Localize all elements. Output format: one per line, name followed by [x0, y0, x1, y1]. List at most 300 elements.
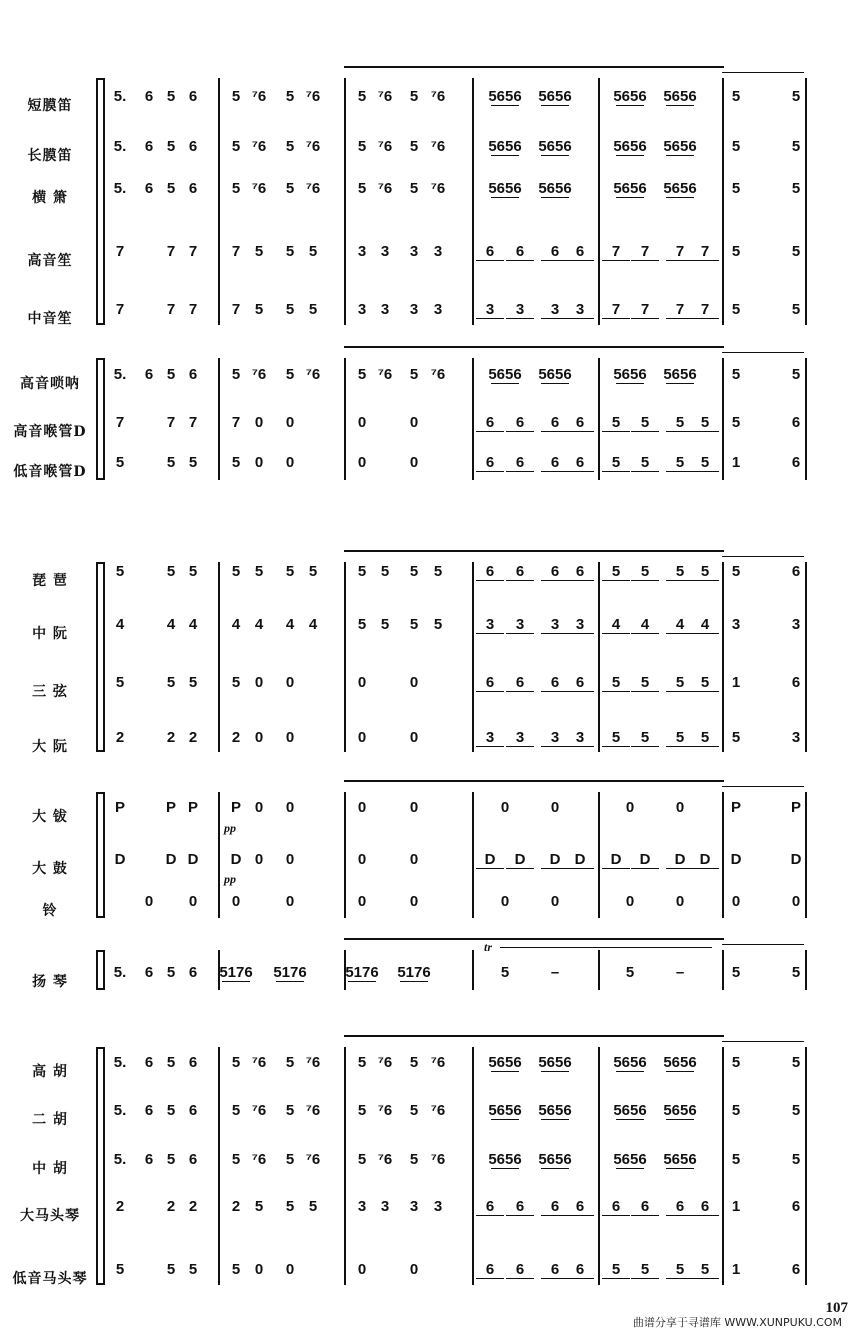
note: 3: [409, 301, 419, 318]
beam-underline: [616, 1168, 644, 1169]
note: 5176: [397, 964, 431, 981]
note: 7: [166, 414, 176, 431]
beam-underline: [666, 431, 694, 432]
beam-underline: [666, 1215, 694, 1216]
note: 3: [433, 243, 443, 260]
beam-underline: [666, 691, 694, 692]
beam-underline: [566, 260, 594, 261]
instrument-label: 中 胡: [32, 1161, 68, 1177]
beam-underline: [276, 981, 304, 982]
note: 6: [550, 1261, 560, 1278]
beam-underline: [666, 471, 694, 472]
note: 5: [791, 1151, 801, 1168]
note: 5: [731, 1102, 741, 1119]
beam-underline: [616, 155, 644, 156]
beam-underline: [476, 691, 504, 692]
beam-underline: [616, 197, 644, 198]
note: 6: [550, 563, 560, 580]
note: 7: [166, 243, 176, 260]
note: 0: [285, 454, 295, 471]
note: 5: [285, 1054, 295, 1071]
note: 5: [357, 616, 367, 633]
note: 5656: [488, 1102, 522, 1119]
note: 0: [409, 454, 419, 471]
note: 4: [611, 616, 621, 633]
instrument-label: 高音唢呐: [20, 376, 80, 392]
beam-underline: [476, 746, 504, 747]
beam-underline: [541, 197, 569, 198]
barline: [344, 792, 346, 918]
note: D: [230, 851, 242, 868]
barline: [472, 562, 474, 752]
beam-underline: [506, 580, 534, 581]
note: –: [550, 964, 560, 981]
beam-underline: [541, 633, 569, 634]
note: 2: [166, 729, 176, 746]
note: 4: [285, 616, 295, 633]
note: 6: [515, 454, 525, 471]
note: 3: [485, 616, 495, 633]
barline: [805, 792, 807, 918]
beam-underline: [566, 868, 594, 869]
note: P: [165, 799, 177, 816]
note: 5: [409, 366, 419, 383]
note: 5656: [538, 1102, 572, 1119]
note: P: [790, 799, 802, 816]
note: ⁷6: [377, 88, 393, 105]
note: 5: [731, 88, 741, 105]
barline: [598, 358, 600, 480]
note: ⁷6: [377, 1054, 393, 1071]
note: 4: [188, 616, 198, 633]
beam-underline: [691, 746, 719, 747]
bracket-line: [96, 358, 98, 480]
barline: [805, 1047, 807, 1285]
note: 5: [611, 1261, 621, 1278]
note: 6: [485, 414, 495, 431]
note: 6: [791, 563, 801, 580]
note: 5: [731, 563, 741, 580]
note: 3: [575, 301, 585, 318]
note: 5656: [663, 180, 697, 197]
note: 4: [115, 616, 125, 633]
note: 2: [188, 729, 198, 746]
beam-underline: [541, 1278, 569, 1279]
note: 5656: [613, 180, 647, 197]
note: 5: [409, 138, 419, 155]
note: 5: [254, 563, 264, 580]
note: D: [730, 851, 742, 868]
note: 6: [640, 1198, 650, 1215]
beam-underline: [491, 197, 519, 198]
beam-underline: [476, 260, 504, 261]
beam-underline: [691, 868, 719, 869]
beam-underline: [666, 1071, 694, 1072]
barline: [598, 950, 600, 990]
note: 4: [254, 616, 264, 633]
note: 5: [731, 964, 741, 981]
note: 7: [611, 243, 621, 260]
note: 5: [357, 88, 367, 105]
note: 5: [357, 1102, 367, 1119]
note: 0: [144, 893, 154, 910]
note: 2: [166, 1198, 176, 1215]
instrument-label: 高 胡: [32, 1064, 68, 1080]
note: 5: [166, 454, 176, 471]
note: 5: [700, 563, 710, 580]
beam-underline: [631, 471, 659, 472]
beam-underline: [602, 318, 630, 319]
note: 4: [231, 616, 241, 633]
note: 5: [357, 180, 367, 197]
note: 5656: [613, 1151, 647, 1168]
note: D: [187, 851, 199, 868]
note: 6: [575, 563, 585, 580]
note: 3: [433, 301, 443, 318]
beam-underline: [566, 1215, 594, 1216]
note: 0: [285, 851, 295, 868]
beam-underline: [666, 155, 694, 156]
note: 6: [485, 243, 495, 260]
instrument-label: 琵 琶: [32, 573, 68, 589]
note: 5: [285, 243, 295, 260]
beam-underline: [691, 318, 719, 319]
note: D: [165, 851, 177, 868]
note: 5: [791, 138, 801, 155]
note: 6: [485, 563, 495, 580]
note: 6: [515, 674, 525, 691]
note: 5656: [613, 1102, 647, 1119]
note: 5: [731, 180, 741, 197]
beam-underline: [691, 471, 719, 472]
note: 5: [188, 674, 198, 691]
note: 0: [357, 851, 367, 868]
note: 1: [731, 454, 741, 471]
continuation-line: [722, 72, 804, 73]
note: ⁷6: [377, 180, 393, 197]
barline: [218, 792, 220, 918]
note: ⁷6: [251, 1054, 267, 1071]
note: 5: [791, 243, 801, 260]
note: 5: [433, 563, 443, 580]
beam-underline: [541, 1119, 569, 1120]
note: 5: [254, 1198, 264, 1215]
beam-underline: [602, 431, 630, 432]
beam-underline: [616, 383, 644, 384]
note: 5: [380, 616, 390, 633]
note: 6: [700, 1198, 710, 1215]
note: 1: [731, 1198, 741, 1215]
note: 5: [188, 563, 198, 580]
note: 0: [625, 799, 635, 816]
beam-underline: [666, 105, 694, 106]
beam-underline: [541, 471, 569, 472]
note: 3: [380, 301, 390, 318]
note: 5: [611, 729, 621, 746]
note: 5656: [488, 88, 522, 105]
note: 5: [700, 674, 710, 691]
note: 5: [285, 1102, 295, 1119]
slur-line: [344, 1035, 724, 1037]
beam-underline: [691, 1278, 719, 1279]
note: 7: [188, 243, 198, 260]
note: 7: [115, 243, 125, 260]
note: ⁷6: [305, 180, 321, 197]
instrument-label: 二 胡: [32, 1112, 68, 1128]
instrument-label: 铃: [42, 903, 58, 919]
note: 7: [611, 301, 621, 318]
note: 5: [611, 414, 621, 431]
note: 6: [550, 674, 560, 691]
note: 5: [231, 88, 241, 105]
note: 5: [285, 301, 295, 318]
note: 5: [700, 729, 710, 746]
note: 0: [409, 893, 419, 910]
beam-underline: [566, 471, 594, 472]
note: 5: [611, 563, 621, 580]
note: 1: [731, 674, 741, 691]
note: 3: [791, 616, 801, 633]
note: 4: [700, 616, 710, 633]
barline: [472, 950, 474, 990]
instrument-label: 扬 琴: [32, 974, 68, 990]
note: 5656: [663, 1151, 697, 1168]
note: 5: [285, 180, 295, 197]
note: D: [549, 851, 561, 868]
note: 7: [188, 414, 198, 431]
barline: [722, 792, 724, 918]
note: 3: [433, 1198, 443, 1215]
note: 2: [115, 1198, 125, 1215]
note: 6: [188, 1151, 198, 1168]
note: 5176: [273, 964, 307, 981]
instrument-label: 中音笙: [27, 311, 73, 327]
note: 5656: [613, 1054, 647, 1071]
beam-underline: [616, 105, 644, 106]
beam-underline: [506, 691, 534, 692]
note: 3: [515, 616, 525, 633]
note: D: [699, 851, 711, 868]
note: 5: [254, 243, 264, 260]
beam-underline: [222, 981, 250, 982]
note: 5176: [345, 964, 379, 981]
beam-underline: [506, 318, 534, 319]
note: 5: [357, 138, 367, 155]
instrument-label: 长膜笛: [27, 148, 73, 164]
note: 0: [357, 414, 367, 431]
note: 5: [731, 1054, 741, 1071]
note: 3: [575, 729, 585, 746]
note: 0: [409, 414, 419, 431]
note: 5: [731, 138, 741, 155]
note: 5: [625, 964, 635, 981]
note: P: [230, 799, 242, 816]
note: 6: [575, 674, 585, 691]
beam-underline: [631, 260, 659, 261]
note: D: [114, 851, 126, 868]
note: 6: [144, 366, 154, 383]
note: 3: [791, 729, 801, 746]
instrument-label: 大马头琴: [20, 1208, 80, 1224]
note: 0: [188, 893, 198, 910]
barline: [218, 1047, 220, 1285]
barline: [218, 562, 220, 752]
note: 5: [409, 563, 419, 580]
beam-underline: [602, 260, 630, 261]
note: 6: [550, 454, 560, 471]
note: 7: [700, 301, 710, 318]
beam-underline: [506, 1278, 534, 1279]
barline: [722, 562, 724, 752]
note: 0: [285, 674, 295, 691]
barline: [722, 1047, 724, 1285]
note: 5.: [113, 1102, 127, 1119]
note: 7: [188, 301, 198, 318]
note: 3: [731, 616, 741, 633]
note: 5656: [663, 88, 697, 105]
note: 2: [115, 729, 125, 746]
beam-underline: [631, 580, 659, 581]
note: 0: [254, 729, 264, 746]
beam-underline: [602, 633, 630, 634]
note: ⁷6: [305, 88, 321, 105]
instrument-label: 低音喉管D: [13, 464, 87, 480]
note: 5656: [488, 180, 522, 197]
instrument-label: 大 钹: [32, 809, 68, 825]
note: 7: [640, 301, 650, 318]
note: 0: [409, 729, 419, 746]
note: 5656: [488, 1151, 522, 1168]
beam-underline: [666, 318, 694, 319]
instrument-label: 短膜笛: [27, 98, 73, 114]
beam-underline: [666, 1278, 694, 1279]
note: 0: [357, 674, 367, 691]
trill-wave: [500, 947, 712, 948]
beam-underline: [541, 431, 569, 432]
note: 5: [188, 454, 198, 471]
beam-underline: [541, 260, 569, 261]
instrument-label: 大 阮: [32, 739, 68, 755]
note: ⁷6: [430, 138, 446, 155]
note: D: [484, 851, 496, 868]
note: 3: [550, 729, 560, 746]
note: 5: [731, 243, 741, 260]
note: 6: [575, 1198, 585, 1215]
note: 5: [254, 301, 264, 318]
note: D: [514, 851, 526, 868]
beam-underline: [506, 1215, 534, 1216]
note: 6: [675, 1198, 685, 1215]
note: 3: [485, 301, 495, 318]
note: ⁷6: [251, 1102, 267, 1119]
note: 5: [675, 674, 685, 691]
note: 5: [700, 414, 710, 431]
beam-underline: [616, 1071, 644, 1072]
bracket-line: [96, 950, 98, 990]
note: 7: [700, 243, 710, 260]
note: 5176: [219, 964, 253, 981]
note: 5.: [113, 964, 127, 981]
beam-underline: [541, 1168, 569, 1169]
slur-line: [344, 550, 724, 552]
note: 1: [731, 1261, 741, 1278]
note: 6: [515, 1198, 525, 1215]
note: 3: [409, 1198, 419, 1215]
note: 5: [166, 88, 176, 105]
beam-underline: [491, 383, 519, 384]
continuation-line: [722, 352, 804, 353]
note: 5: [231, 366, 241, 383]
note: 5.: [113, 180, 127, 197]
note: D: [574, 851, 586, 868]
note: 6: [485, 1261, 495, 1278]
note: 3: [357, 243, 367, 260]
note: 7: [675, 301, 685, 318]
note: 6: [550, 1198, 560, 1215]
beam-underline: [491, 1071, 519, 1072]
note: 5: [380, 563, 390, 580]
note: 0: [409, 1261, 419, 1278]
note: 6: [144, 1054, 154, 1071]
instrument-label: 三 弦: [32, 684, 68, 700]
note: 0: [675, 893, 685, 910]
continuation-line: [722, 944, 804, 945]
beam-underline: [602, 471, 630, 472]
beam-underline: [400, 981, 428, 982]
note: 5: [231, 674, 241, 691]
note: 5: [611, 674, 621, 691]
beam-underline: [602, 691, 630, 692]
instrument-label: 高音喉管D: [13, 424, 87, 440]
note: 5: [791, 964, 801, 981]
note: ⁷6: [305, 138, 321, 155]
note: 5656: [663, 138, 697, 155]
note: ⁷6: [251, 180, 267, 197]
note: 0: [254, 454, 264, 471]
note: 3: [485, 729, 495, 746]
note: 0: [254, 851, 264, 868]
note: 0: [500, 799, 510, 816]
note: 3: [515, 301, 525, 318]
beam-underline: [631, 1215, 659, 1216]
note: ⁷6: [430, 366, 446, 383]
note: 6: [188, 138, 198, 155]
bracket-line: [96, 792, 98, 918]
note: 3: [357, 1198, 367, 1215]
beam-underline: [631, 318, 659, 319]
note: 0: [254, 799, 264, 816]
note: 6: [144, 138, 154, 155]
note: 0: [791, 893, 801, 910]
note: 5: [231, 180, 241, 197]
slur-line: [344, 66, 724, 68]
barline: [805, 562, 807, 752]
note: 5: [166, 1054, 176, 1071]
beam-underline: [476, 868, 504, 869]
beam-underline: [506, 431, 534, 432]
note: 5: [791, 180, 801, 197]
note: 5: [308, 301, 318, 318]
instrument-label: 中 阮: [32, 626, 68, 642]
barline: [103, 562, 105, 752]
note: 0: [409, 674, 419, 691]
beam-underline: [666, 383, 694, 384]
beam-underline: [476, 633, 504, 634]
note: 5: [115, 1261, 125, 1278]
note: 6: [515, 414, 525, 431]
note: 5: [188, 1261, 198, 1278]
instrument-label: 横 箫: [32, 190, 68, 206]
